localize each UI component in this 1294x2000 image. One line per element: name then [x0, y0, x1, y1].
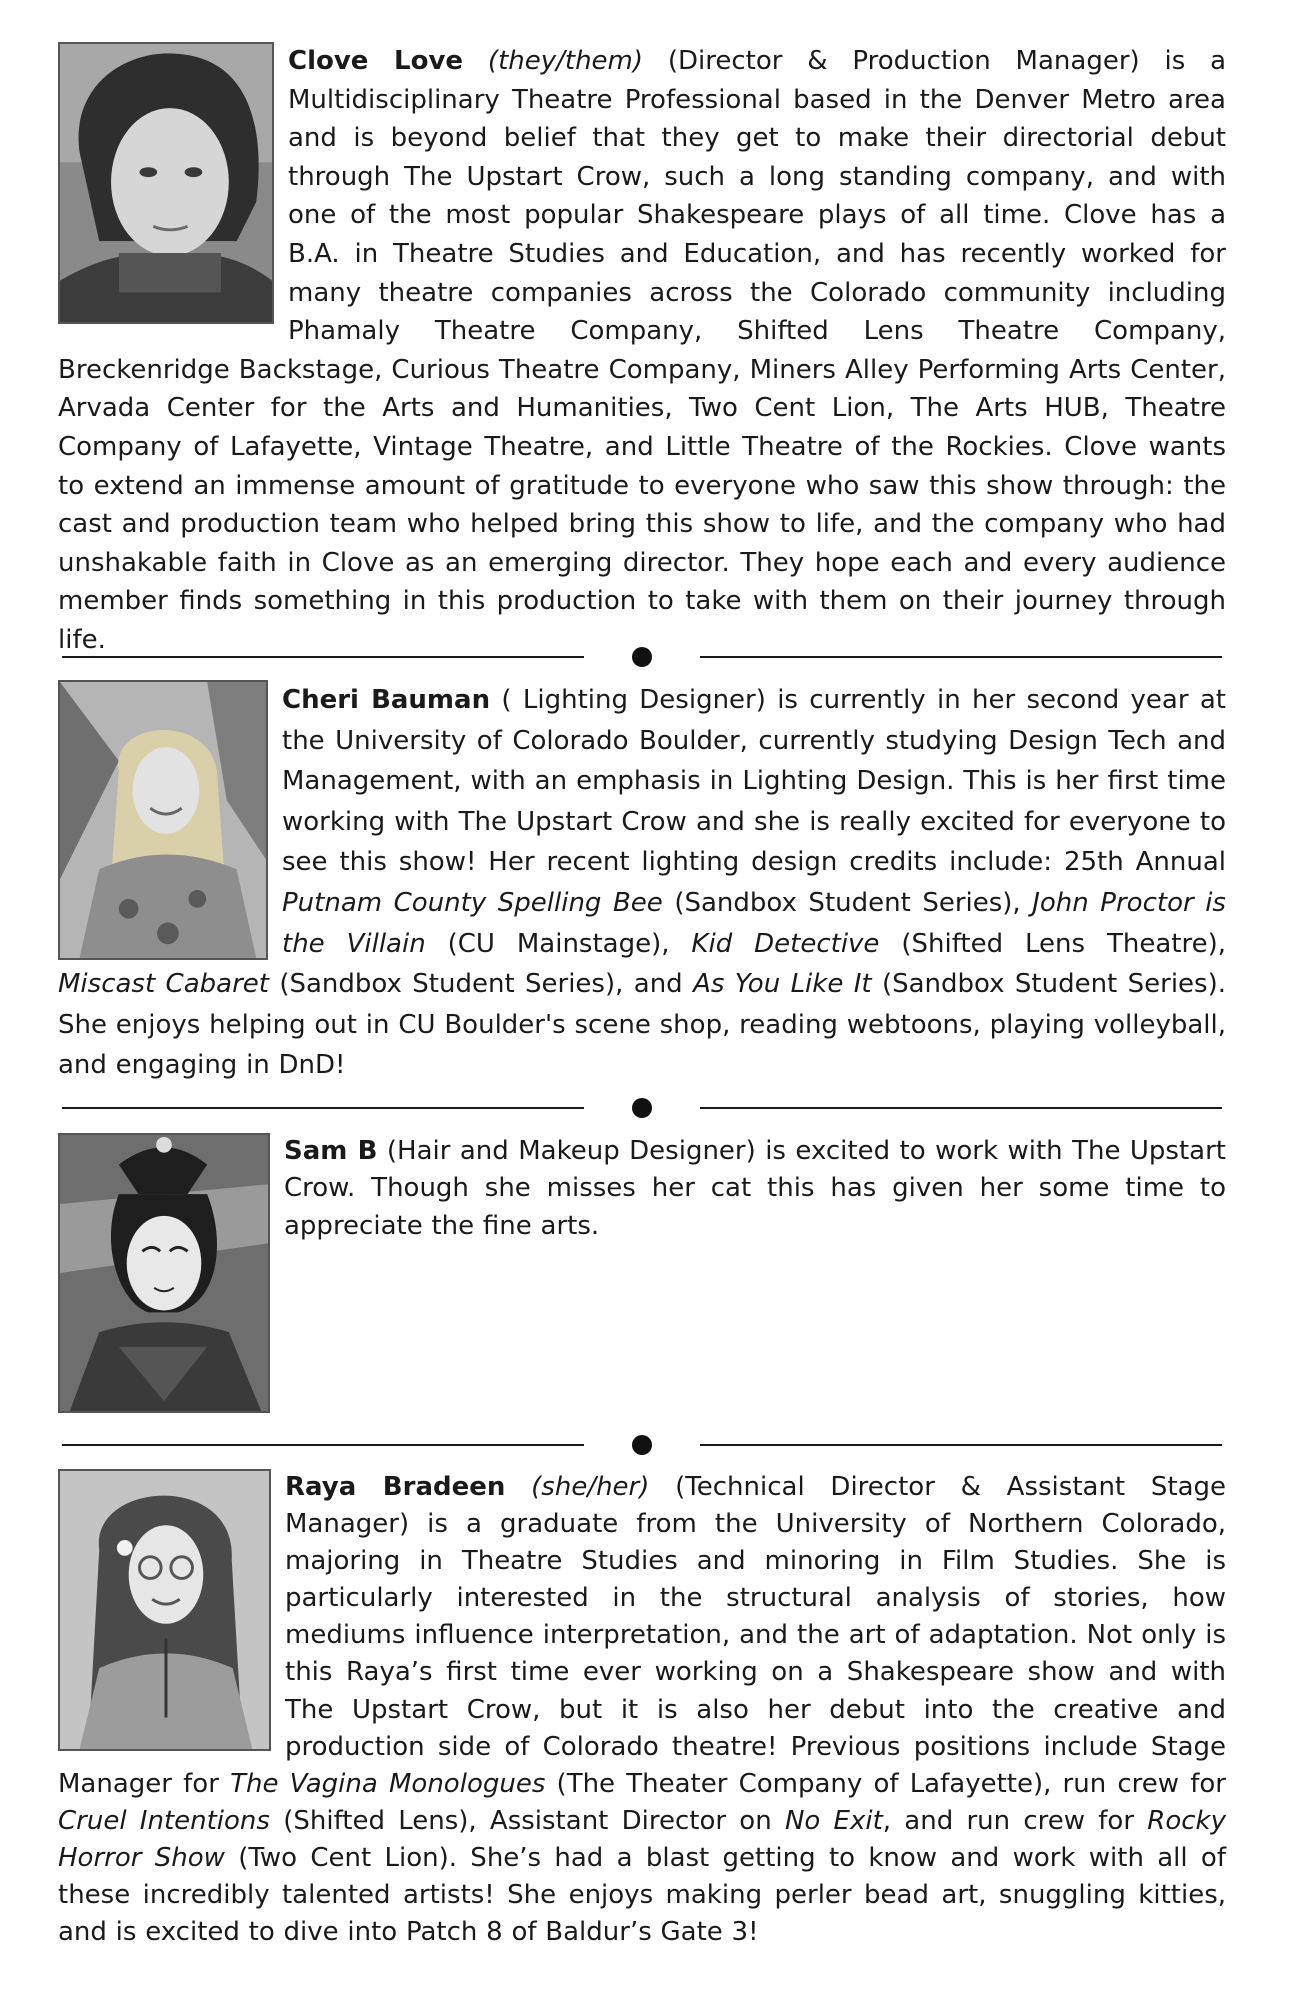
headshot-clove-love [58, 42, 274, 324]
headshot-sam-b [58, 1133, 270, 1413]
headshot-cheri-bauman [58, 680, 268, 960]
bio-clove-love [58, 42, 1226, 660]
section-divider [62, 1097, 1222, 1117]
bio-raya-bradeen: Raya Bradeen (she/her) (Technical Director & Assistant Stage Manager) is a graduate from the University of Northern Colorado, majoring in Theatre Studies and minoring in Film Studies. She is particularly interested in the structural analysis of stories, how mediums influence interpretation, and the art of adaptation. Not only is this Raya’s first time ever working on a Shakespeare show and with The Upstart Crow, but it is also her debut into the creative and production side of Colorado theatre! Previous positions include Stage Manager for The Vagina Monologues (The Theater Company of Lafayette), run crew for Cruel Intentions (Shifted Lens), Assistant Director on No Exit, and run crew for Rocky Horror Show (Two Cent Lion). She’s had a blast getting to know and work with all of these incredibly talented artists! She enjoys making perler bead art, snuggling kitties, and is excited to dive into Patch 8 of Baldur’s Gate 3! [58, 1469, 1226, 1951]
bio-text: (Hair and Makeup Designer) is excited to work with The Upstart Crow. Though she misses her cat this has given her some time to appreciate the fine arts. [284, 1136, 1226, 1241]
section-divider [62, 1434, 1222, 1454]
bio-sam-b [58, 1133, 1226, 1417]
section-divider [62, 646, 1222, 666]
bio-pronouns: (they/them) [487, 46, 644, 76]
bio-pronouns: (she/her) [531, 1472, 650, 1502]
bio-cheri-bauman: Cheri Bauman ( Lighting Designer) is currently in her second year at the University of Colorado Boulder, currently studying Design Tech and Management, with an emphasis in Lighting Design. This is her first time working with The Upstart Crow and she is really excited for everyone to see this show! Her recent lighting design credits include: 25th Annual Putnam County Spelling Bee (Sandbox Student Series), John Proctor is the Villain (CU Mainstage), Kid Detective (Shifted Lens Theatre), Miscast Cabaret (Sandbox Student Series), and As You Like It (Sandbox Student Series). She enjoys helping out in CU Boulder's scene shop, reading webtoons, playing volleyball, and engaging in DnD! [58, 680, 1226, 1086]
bio-name: Sam B [284, 1136, 378, 1166]
headshot-raya-bradeen [58, 1469, 271, 1751]
bio-text: (Director & Production Manager) is a Multidisciplinary Theatre Professional based in the Denver Metro area and is beyond belief that they get to make their directorial debut through The Upstart Crow, such a long standing company, and with one of the most popular Shakespeare plays of all time. Clove has a B.A. in Theatre Studies and Education, and has recently worked for many theatre companies across the Colorado community including Phamaly Theatre Company, Shifted Lens Theatre Company, Breckenridge Backstage, Curious Theatre Company, Miners Alley Performing Arts Center, Arvada Center for the Arts and Humanities, Two Cent Lion, The Arts HUB, Theatre Company of Lafayette, Vintage Theatre, and Little Theatre of the Rockies. Clove wants to extend an immense amount of gratitude to everyone who saw this show through: the cast and production team who helped bring this show to life, and the company who had unshakable faith in Clove as an emerging director. They hope each and every audience member finds something in this production to take with them on their journey through life. [58, 46, 1227, 655]
bio-name: Clove Love [288, 46, 464, 76]
bio-name: Cheri Bauman [282, 685, 491, 715]
bio-name: Raya Bradeen [285, 1472, 506, 1502]
